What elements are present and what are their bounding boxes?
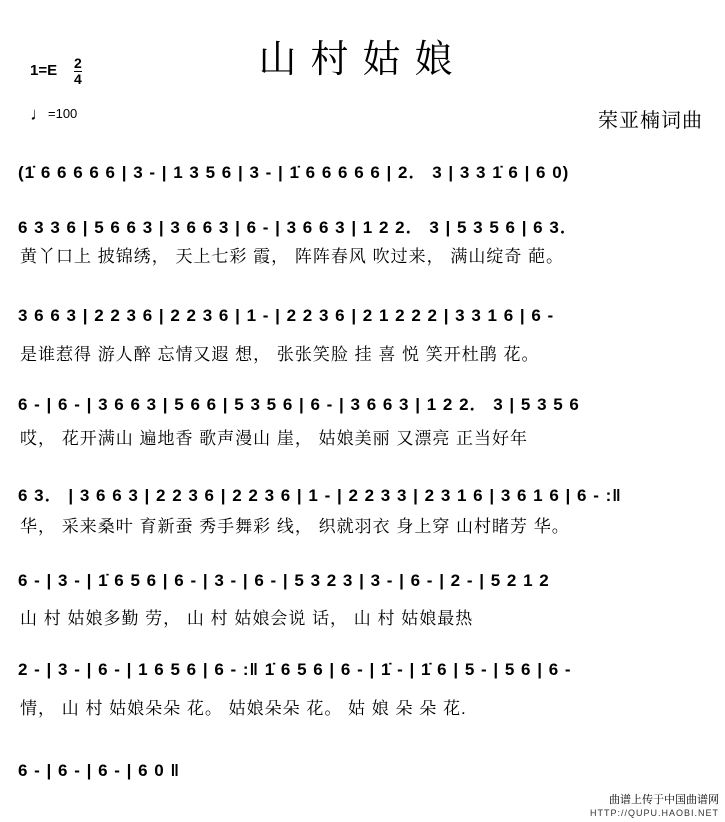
lyrics-line-3: 是谁惹得 游人醉 忘情又遐 想， 张张笑脸 挂 喜 悦 笑开杜鹃 花。 bbox=[20, 345, 540, 364]
score-line-4 bbox=[18, 390, 708, 418]
song-title: 山村姑娘 bbox=[258, 39, 467, 81]
lyrics-line-2: 黄丫口上 披锦绣， 天上七彩 霞， 阵阵春风 吹过来， 满山绽奇 葩。 bbox=[20, 247, 565, 266]
footer-line-1: 曲谱上传于中国曲谱网 bbox=[609, 794, 719, 806]
notes-line-6: 6 - | 3 - | 1̇ 6 5 6 | 6 - | 3 - | 6 - | 5 3 2 3 | 3 - | 6 - | 2 - | 5 2 1 2 bbox=[18, 571, 550, 590]
tempo-value: =100 bbox=[48, 106, 78, 121]
lyrics-line-7: 情， 山 村 姑娘朵朵 花。 姑娘朵朵 花。 姑 娘 朵 朵 花. bbox=[20, 699, 467, 718]
time-signature bbox=[74, 56, 82, 87]
lyrics-line-4: 哎， 花开满山 遍地香 歌声漫山 崖， 姑娘美丽 又漂亮 正当好年 bbox=[20, 429, 529, 448]
lyrics-line-5: 华， 采来桑叶 育新蚕 秀手舞彩 线， 织就羽衣 身上穿 山村睹芳 华。 bbox=[20, 517, 570, 536]
score-line-2 bbox=[18, 213, 708, 241]
score-line-5 bbox=[18, 481, 708, 509]
score-line-6 bbox=[18, 571, 708, 599]
notes-line-2: 6 3 3 6 | 5 6 6 3 | 3 6 6 3 | 6 - | 3 6 6 3 | 1 2 2． 3 | 5 3 5 6 | 6 3． bbox=[18, 218, 578, 237]
time-signature-top: 2 bbox=[74, 55, 82, 71]
notes-line-1: (1̇ 6 6 6 6 6 | 3 - | 1 3 5 6 | 3 - | 1̇ 6 6 6 6 6 | 2． 3 | 3 3 1̇ 6 | 6 0) bbox=[18, 163, 570, 182]
time-signature-bottom: 4 bbox=[74, 71, 82, 87]
credit: 荣亚楠词曲 bbox=[598, 110, 703, 132]
score-line-7 bbox=[18, 660, 708, 688]
quarter-note-icon: ♩ bbox=[30, 104, 48, 124]
score-line-8 bbox=[18, 761, 708, 789]
score-line-1 bbox=[18, 158, 708, 186]
tempo-marking bbox=[30, 104, 77, 125]
source-footer bbox=[590, 794, 719, 820]
notes-line-4: 6 - | 6 - | 3 6 6 3 | 5 6 6 | 5 3 5 6 | 6 - | 3 6 6 3 | 1 2 2． 3 | 5 3 5 6 bbox=[18, 395, 580, 414]
notes-line-8: 6 - | 6 - | 6 - | 6 0 ‖ bbox=[18, 761, 180, 780]
lyrics-line-6: 山 村 姑娘多勤 劳， 山 村 姑娘会说 话， 山 村 姑娘最热 bbox=[20, 609, 474, 628]
notes-line-5: 6 3． | 3 6 6 3 | 2 2 3 6 | 2 2 3 6 | 1 - | 2 2 3 3 | 2 3 1 6 | 3 6 1 6 | 6 - :‖ bbox=[18, 486, 622, 505]
footer-url: HTTP://QUPU.HAOBI.NET bbox=[589, 808, 719, 818]
key-signature: 1=E bbox=[30, 62, 58, 79]
notes-line-3: 3 6 6 3 | 2 2 3 6 | 2 2 3 6 | 1 - | 2 2 3 6 | 2 1 2 2 2 | 3 3 1 6 | 6 - bbox=[18, 306, 555, 325]
score-line-3 bbox=[18, 306, 708, 334]
notes-line-7: 2 - | 3 - | 6 - | 1 6 5 6 | 6 - :‖ 1̇ 6 5 6 | 6 - | 1̇ - | 1̇ 6 | 5 - | 5 6 | 6 - bbox=[18, 660, 572, 679]
